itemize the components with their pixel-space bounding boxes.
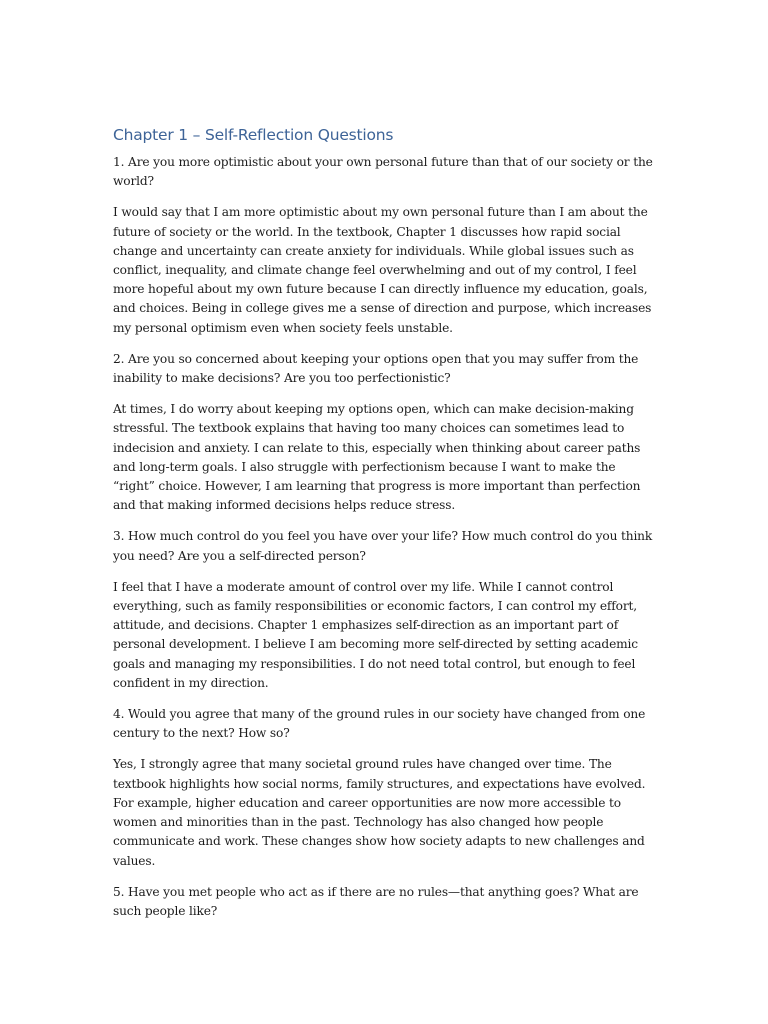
answer-2: At times, I do worry about keeping my options open, which can make decision-making stressful. The textbook explains that having too many choices can sometimes lead to indecision and anxiety. I can relate to this, especially when thinking about career paths and long-term goals. I also struggle with perfectionism because I want to make the “right” choice. However, I am learning that progress is more important than perfection and that making informed decisions helps reduce stress. — [113, 402, 641, 513]
question-1: 1. Are you more optimistic about your own personal future than that of our society or the world? — [113, 155, 653, 189]
question-3: 3. How much control do you feel you have over your life? How much control do you think you need? Are you a self-directed person? — [113, 529, 653, 563]
answer-1: I would say that I am more optimistic about my own personal future than I am about the future of society or the world. In the textbook, Chapter 1 discusses how rapid social change and uncertainty can create anxiety for individuals. While global issues such as conflict, inequality, and climate change feel overwhelming and out of my control, I feel more hopeful about my own future because I can directly influence my education, goals, and choices. Being in college gives me a sense of direction and purpose, which increases my personal optimism even when society feels unstable. — [113, 205, 652, 335]
question-5: 5. Have you met people who act as if there are no rules—that anything goes? What are such people like? — [113, 884, 639, 918]
answer-3: I feel that I have a moderate amount of control over my life. While I cannot control everything, such as family responsibilities or economic factors, I can control my effort, attitude, and decisions. Chapter 1 emphasizes self-direction as an important part of personal development. I believe I am becoming more self-directed by setting academic goals and managing my responsibilities. I do not need total control, but enough to feel confident in my direction. — [113, 579, 638, 690]
document-page — [113, 124, 658, 933]
question-2: 2. Are you so concerned about keeping your options open that you may suffer from the inability to make decisions? Are you too perfectionistic? — [113, 351, 639, 386]
page-title: Chapter 1 – Self-Reflection Questions — [113, 126, 394, 144]
answer-4: Yes, I strongly agree that many societal ground rules have changed over time. The textbook highlights how social norms, family structures, and expectations have evolved. For example, higher education and career opportunities are now more accessible to women and minorities than in the past. Technology has also changed how people communicate and work. These changes show how society adapts to new challenges and values. — [113, 757, 646, 868]
question-4: 4. Would you agree that many of the ground rules in our society have changed from one century to the next? How so? — [113, 707, 646, 741]
